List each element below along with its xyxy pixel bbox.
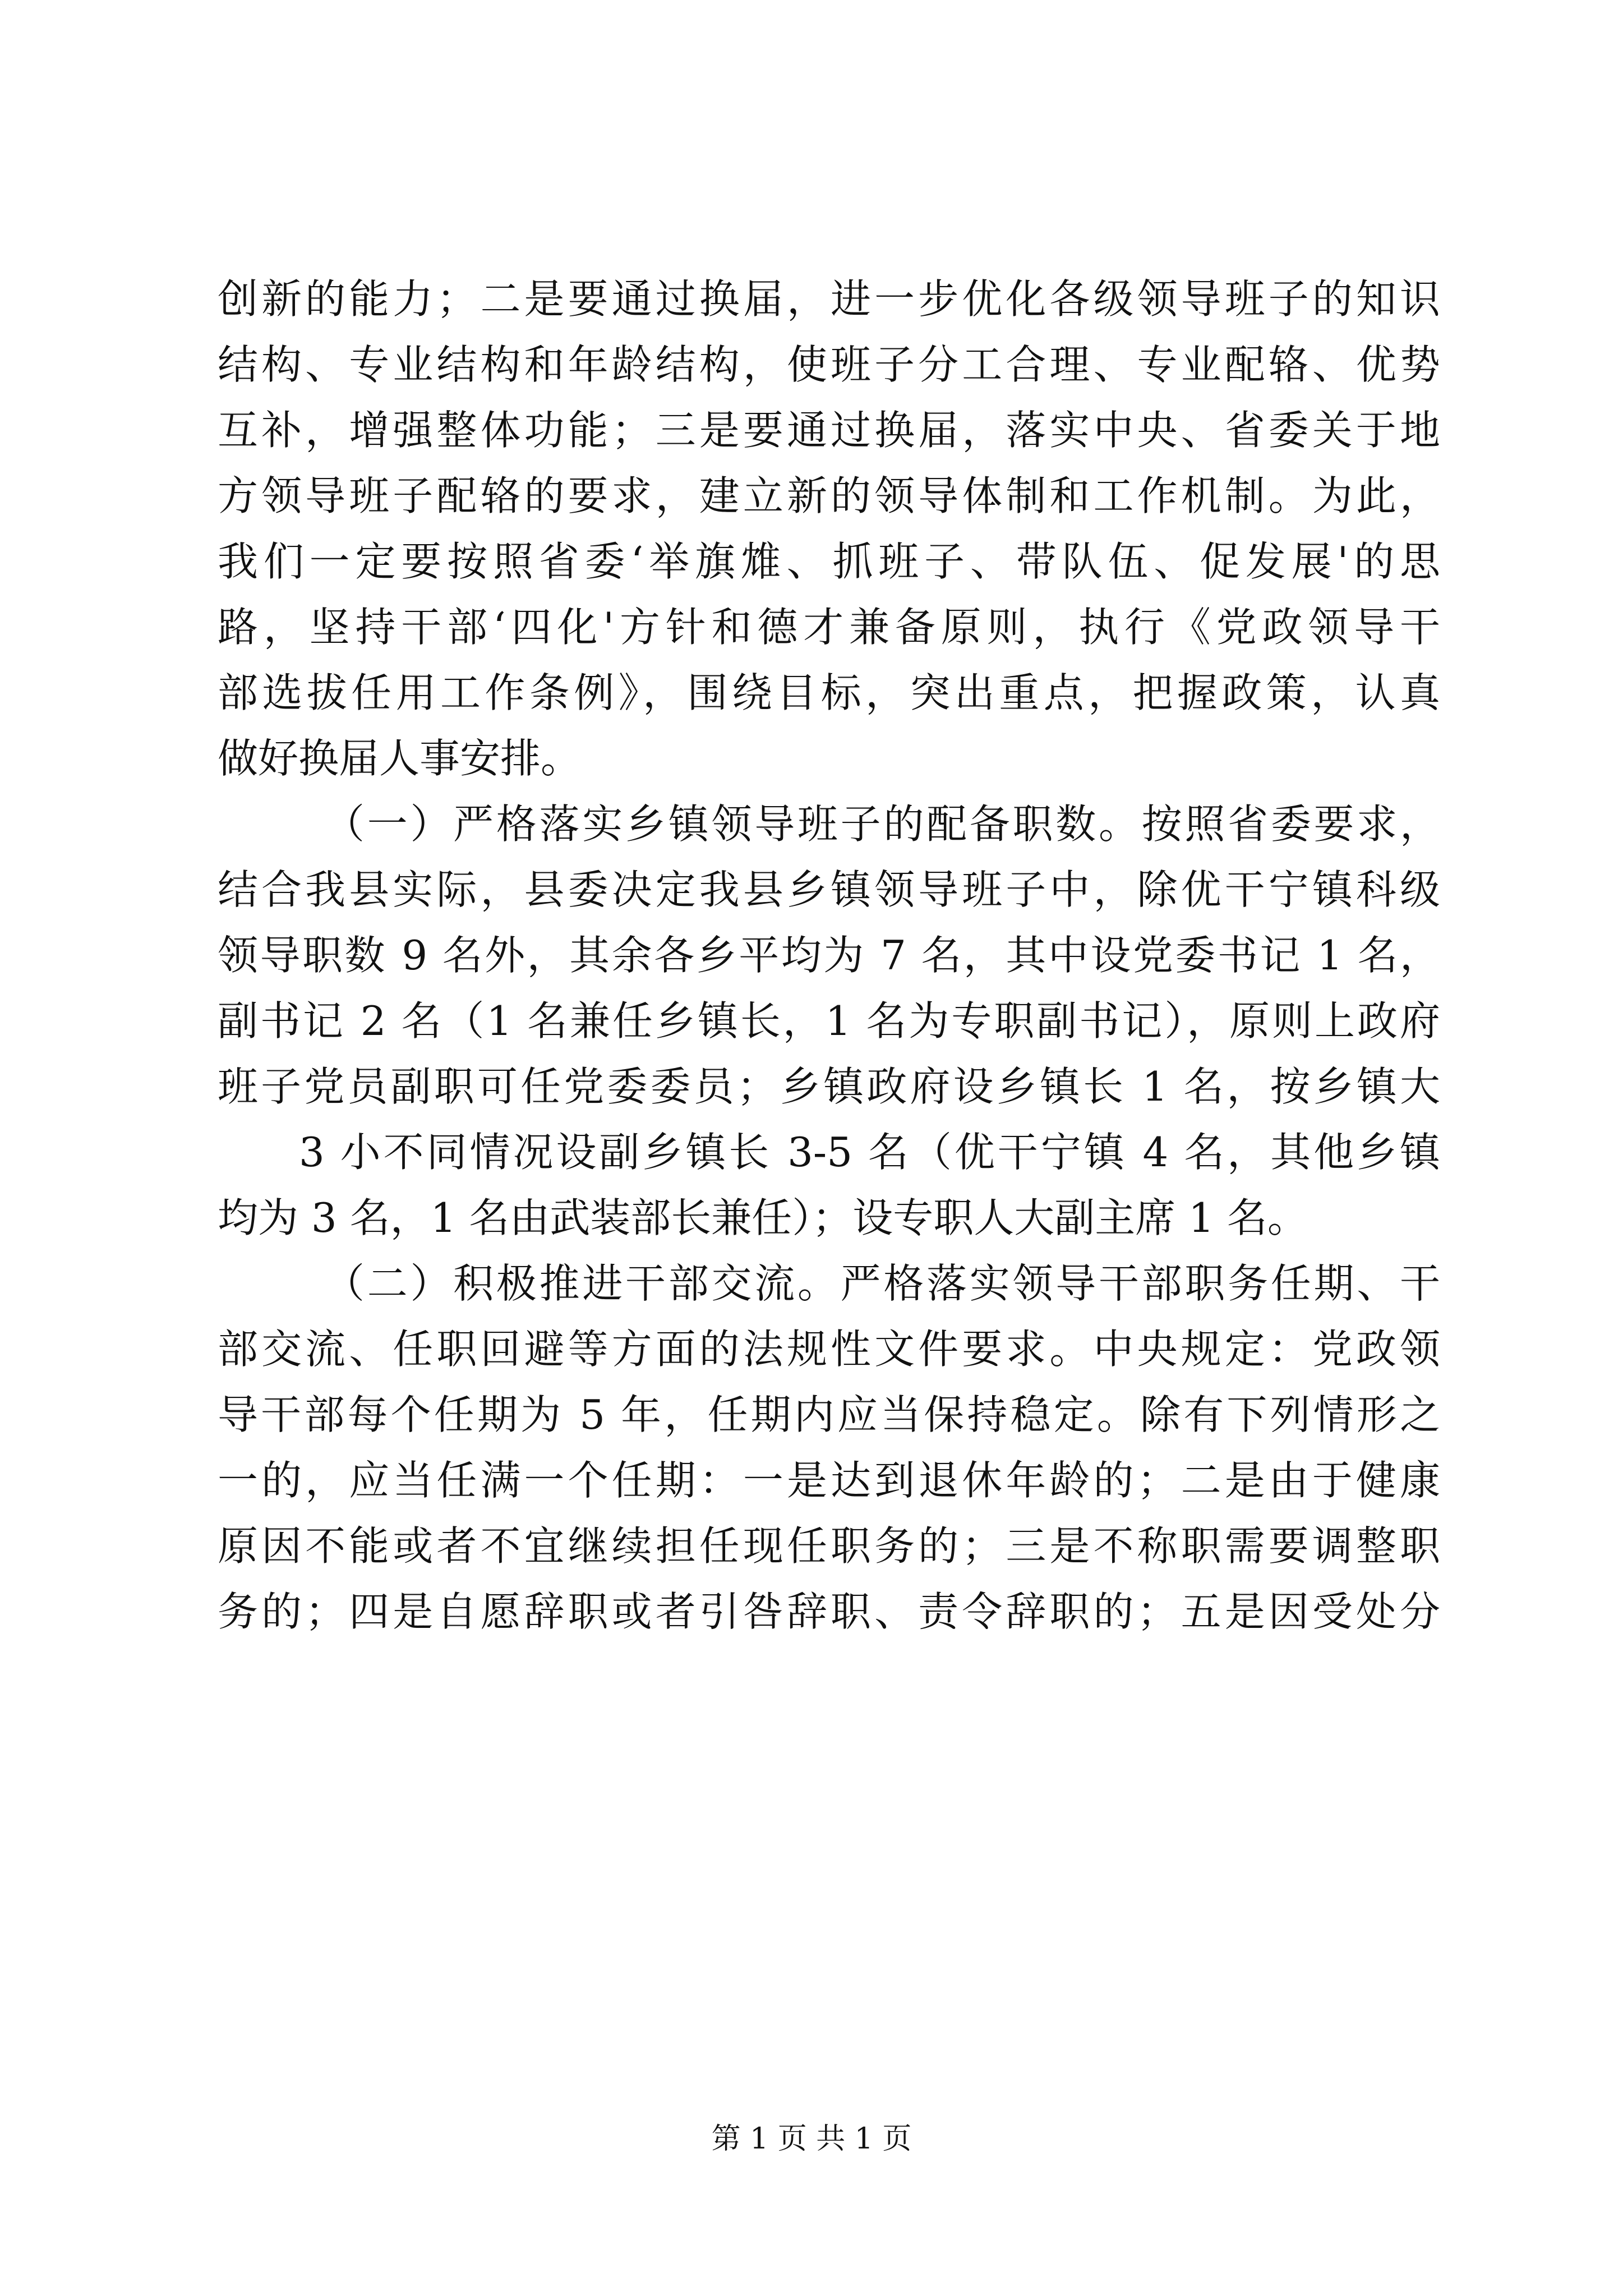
text-line: 3 小不同情况设副乡镇长 3-5 名（优干宁镇 4 名，其他乡镇 [299,1129,1440,1176]
text-line: 班子党员副职可任党委委员；乡镇政府设乡镇长 1 名，按乡镇大 [218,1063,1440,1110]
text-line: 结构、专业结构和年龄结构，使班子分工合理、专业配辂、优势 [218,341,1440,388]
text-line: 结合我县实际，县委决定我县乡镇领导班子中，除优干宁镇科级 [218,866,1440,913]
text-line: 方领导班子配辂的要求，建立新的领导体制和工作机制。为此， [218,472,1440,519]
text-line: 路，坚持干部‘四化'方针和德才兼备原则，执行《党政领导干 [218,604,1440,651]
paragraph-heading-2: （二）积极推进干部交流。严格落实领导干部职务任期、干 [324,1260,1440,1307]
page-footer: 第 1 页 共 1 页 [711,2122,912,2156]
text-line: 均为 3 名，1 名由武装部长兼任）；设专职人大副主席 1 名。 [218,1194,1308,1241]
text-line: 副书记 2 名（1 名兼任乡镇长，1 名为专职副书记），原则上政府 [218,997,1440,1045]
text-line: 一的，应当任满一个任期：一是达到退休年龄的；二是由于健康 [218,1457,1440,1504]
text-line: 领导职数 9 名外，其余各乡平均为 7 名，其中设党委书记 1 名， [218,932,1440,979]
text-line: 我们一定要按照省委‘举旗䧵、抓班子、带队伍、促发展'的思 [218,538,1440,585]
text-line: 部交流、任职回避等方面的法规性文件要求。中央规定：党政领 [218,1326,1440,1373]
text-line: 创新的能力；二是要通过换届，进一步优化各级领导班子的知识 [218,275,1440,323]
text-line: 互补，增强整体功能；三是要通过换届，落实中央、省委关于地 [218,407,1440,454]
text-line: 原因不能或者不宜继续担任现任职务的；三是不称职需要调整职 [218,1522,1440,1570]
text-line: 部选拔任用工作条例》，围绕目标，突出重点，把握政策，认真 [218,669,1440,716]
text-line: 导干部每个任期为 5 年，任期内应当保持稳定。除有下列情形之 [218,1391,1440,1438]
paragraph-heading-1: （一）严格落实乡镇领导班子的配备职数。按照省委要求， [324,800,1440,848]
text-line: 务的；四是自愿辞职或者引咎辞职、责令辞职的；五是因受处分 [218,1588,1440,1635]
text-line: 做好换届人事安排。 [218,735,582,782]
